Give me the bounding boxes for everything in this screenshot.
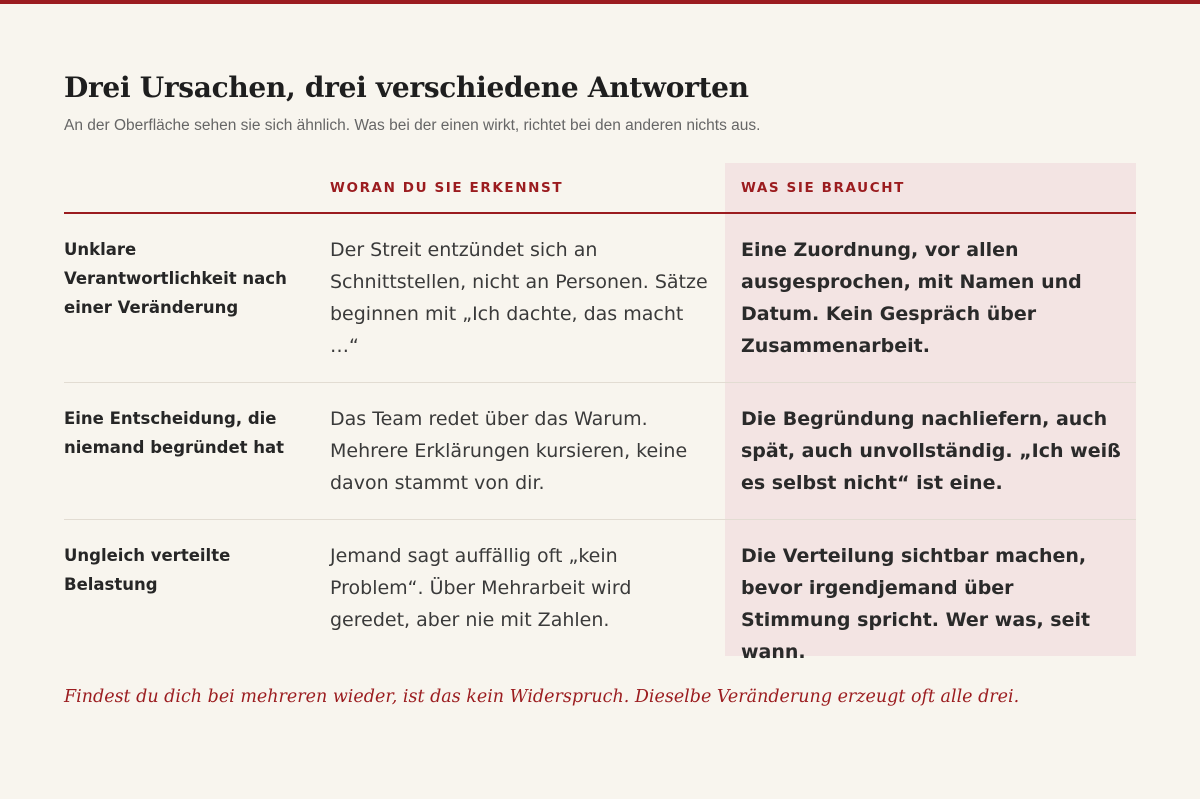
top-accent-rule <box>0 0 1200 4</box>
signs-cell: Jemand sagt auffällig oft „kein Problem“. Über Mehrarbeit wird geredet, aber nie mit Zahlen. <box>330 545 632 631</box>
closing-footnote: Findest du dich bei mehreren wieder, ist das kein Widerspruch. Dieselbe Veränderung erzeugt oft alle drei. <box>64 687 1020 707</box>
table-row <box>64 520 1136 663</box>
table-row <box>64 214 1136 383</box>
page-subtitle: An der Oberfläche sehen sie sich ähnlich. Was bei der einen wirkt, richtet bei den anderen nichts aus. <box>64 117 761 134</box>
column-header-needs: WAS SIE BRAUCHT <box>741 180 905 196</box>
cause-label: Eine Entscheidung, die niemand begründet hat <box>64 409 285 457</box>
column-header-signs: WORAN DU SIE ERKENNST <box>330 180 564 196</box>
needs-cell: Die Begründung nachliefern, auch spät, auch unvollständig. „Ich weiß es selbst nicht“ ist eine. <box>741 408 1121 494</box>
table-header-row <box>64 163 1136 214</box>
cause-label: Ungleich verteilte Belastung <box>64 546 231 594</box>
signs-cell: Das Team redet über das Warum. Mehrere Erklärungen kursieren, keine davon stammt von dir. <box>330 408 688 494</box>
table-row <box>64 383 1136 520</box>
comparison-table <box>64 163 1136 663</box>
needs-cell: Die Verteilung sichtbar machen, bevor irgendjemand über Stimmung spricht. Wer was, seit wann. <box>741 545 1091 663</box>
needs-cell: Eine Zuordnung, vor allen ausgesprochen, mit Namen und Datum. Kein Gespräch über Zusammenarbeit. <box>741 239 1082 357</box>
article-section <box>64 68 1136 663</box>
cause-label: Unklare Verantwortlichkeit nach einer Veränderung <box>64 240 287 317</box>
page-title: Drei Ursachen, drei verschiedene Antworten <box>64 71 749 104</box>
signs-cell: Der Streit entzündet sich an Schnittstellen, nicht an Personen. Sätze beginnen mit „Ich dachte, das macht …“ <box>330 239 708 357</box>
